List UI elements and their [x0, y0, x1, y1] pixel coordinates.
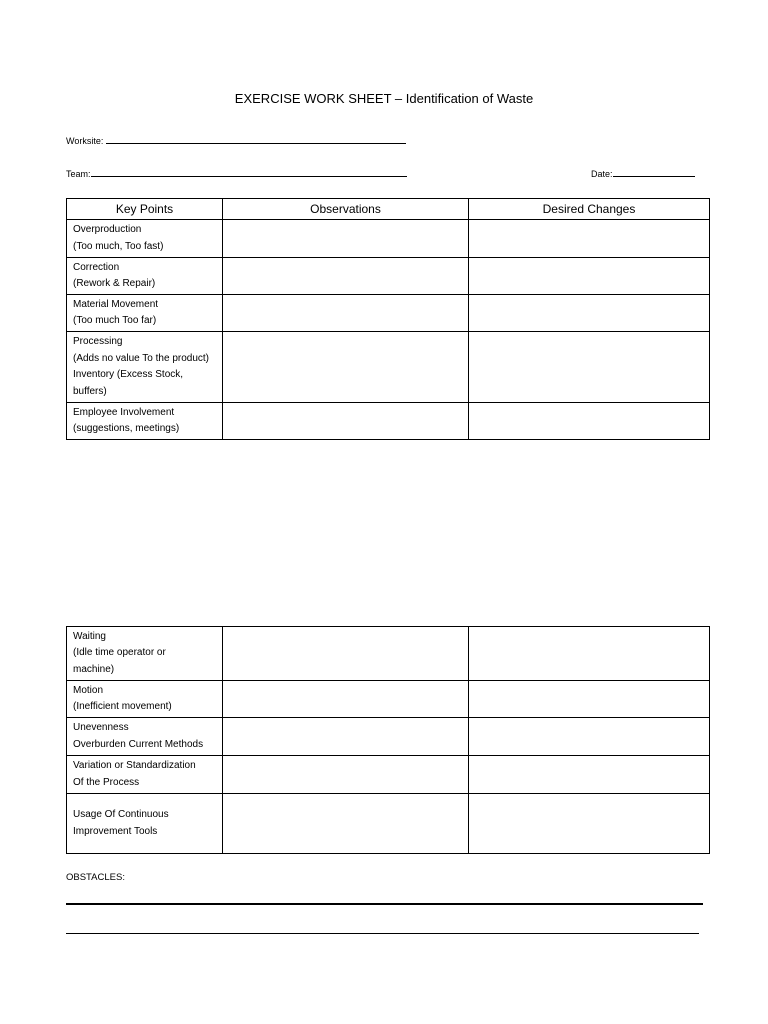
desired-change-cell[interactable]: [469, 756, 710, 794]
worksite-label: Worksite:: [66, 136, 104, 146]
header-observations: Observations: [223, 199, 469, 220]
desired-change-cell[interactable]: [469, 627, 710, 681]
observation-cell[interactable]: [223, 756, 469, 794]
observation-cell[interactable]: [223, 718, 469, 756]
table-row: [67, 295, 710, 332]
team-field[interactable]: [66, 168, 407, 179]
table-row: [67, 258, 710, 295]
worksite-field[interactable]: [66, 135, 406, 146]
observation-cell[interactable]: [223, 794, 469, 854]
header-key-points: Key Points: [67, 199, 223, 220]
worksite-line[interactable]: [106, 135, 406, 144]
header-desired-changes: Desired Changes: [469, 199, 710, 220]
table-row: [67, 718, 710, 756]
key-point-correction: Correction (Rework & Repair): [67, 258, 223, 295]
obstacles-line-1[interactable]: [66, 903, 703, 905]
key-point-continuous-improvement: Usage Of Continuous Improvement Tools: [67, 794, 223, 854]
date-field[interactable]: [591, 168, 695, 179]
waste-table-bottom: [66, 626, 710, 854]
date-label: Date:: [591, 169, 613, 179]
key-point-variation: Variation or Standardization Of the Process: [67, 756, 223, 794]
table-row: [67, 220, 710, 258]
desired-change-cell[interactable]: [469, 332, 710, 403]
obstacles-line-2[interactable]: [66, 933, 699, 934]
desired-change-cell[interactable]: [469, 258, 710, 295]
observation-cell[interactable]: [223, 220, 469, 258]
key-point-employee-involvement: Employee Involvement (suggestions, meetings): [67, 403, 223, 440]
key-point-material-movement: Material Movement (Too much Too far): [67, 295, 223, 332]
observation-cell[interactable]: [223, 295, 469, 332]
table-row: [67, 681, 710, 718]
desired-change-cell[interactable]: [469, 681, 710, 718]
key-point-unevenness: Unevenness Overburden Current Methods: [67, 718, 223, 756]
table-row: [67, 794, 710, 854]
desired-change-cell[interactable]: [469, 794, 710, 854]
table-row: [67, 403, 710, 440]
observation-cell[interactable]: [223, 332, 469, 403]
observation-cell[interactable]: [223, 681, 469, 718]
table-row: [67, 627, 710, 681]
observation-cell[interactable]: [223, 403, 469, 440]
desired-change-cell[interactable]: [469, 220, 710, 258]
date-line[interactable]: [613, 168, 695, 177]
key-point-waiting: Waiting (Idle time operator or machine): [67, 627, 223, 681]
team-line[interactable]: [91, 168, 407, 177]
table-header-row: [67, 199, 710, 220]
desired-change-cell[interactable]: [469, 718, 710, 756]
desired-change-cell[interactable]: [469, 295, 710, 332]
table-row: [67, 332, 710, 403]
key-point-motion: Motion (Inefficient movement): [67, 681, 223, 718]
team-label: Team:: [66, 169, 91, 179]
obstacles-label: OBSTACLES:: [66, 872, 125, 883]
key-point-processing: Processing (Adds no value To the product) Inventory (Excess Stock, buffers): [67, 332, 223, 403]
observation-cell[interactable]: [223, 627, 469, 681]
waste-table-top: [66, 198, 710, 440]
observation-cell[interactable]: [223, 258, 469, 295]
table-row: [67, 756, 710, 794]
desired-change-cell[interactable]: [469, 403, 710, 440]
worksheet-title: EXERCISE WORK SHEET – Identification of Waste: [234, 91, 534, 106]
key-point-overproduction: Overproduction (Too much, Too fast): [67, 220, 223, 258]
